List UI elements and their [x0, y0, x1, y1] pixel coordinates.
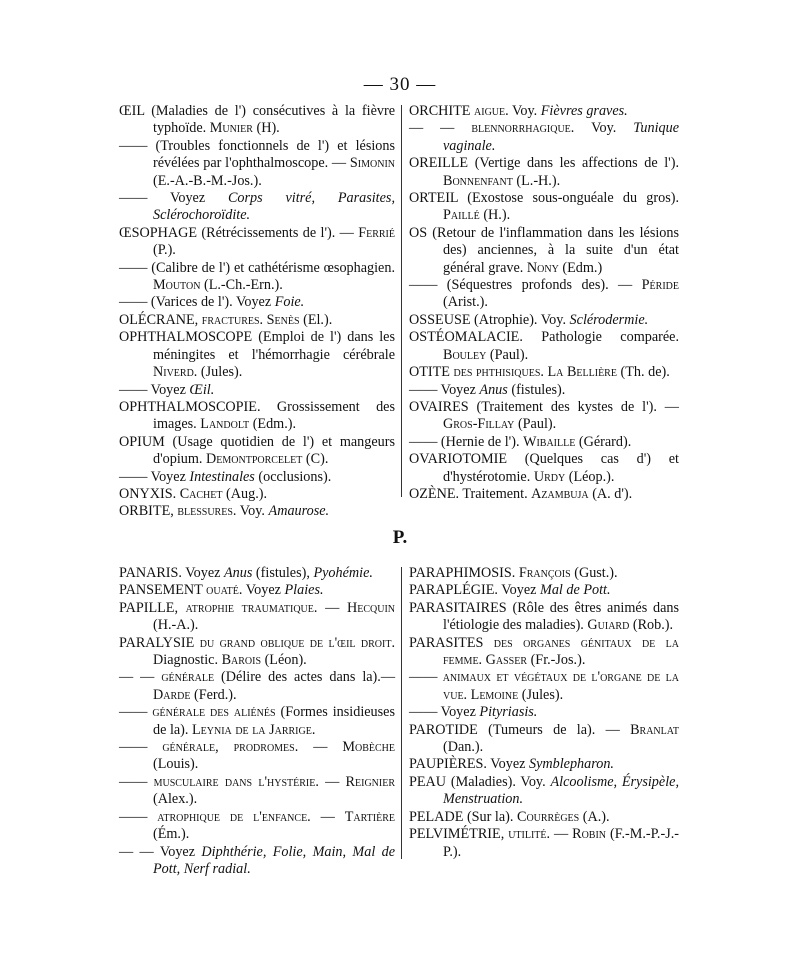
entry-text: (Dan.).: [443, 739, 484, 756]
entry-text: (E.-A.-B.-M.-Jos.).: [153, 172, 262, 189]
entry-text: (Arist.).: [443, 294, 488, 311]
index-entry: [409, 826, 679, 861]
index-entry: [409, 103, 679, 120]
entry-text: —: [317, 599, 347, 616]
index-entry: [409, 809, 679, 826]
entry-headword: ORTEIL: [409, 190, 459, 207]
entry-text: Voy.: [574, 120, 634, 137]
entry-text: (Ferd.).: [190, 686, 237, 703]
entry-reference: Tunique vaginale.: [443, 120, 680, 154]
entry-author: La Bellière: [543, 364, 617, 381]
index-entry: [119, 704, 395, 739]
entry-headword: OVARIOTOMIE: [409, 451, 508, 468]
entry-text: Voy.: [508, 103, 541, 119]
index-entry: [409, 451, 679, 486]
entry-text: (Ém.).: [153, 826, 190, 843]
entry-text: (L.-Ch.-Ern.).: [200, 277, 283, 294]
index-entry: [409, 774, 679, 809]
entry-subheading: animaux et végétaux de l'organe de la vue.: [442, 669, 680, 703]
entry-text: (Louis).: [153, 756, 199, 773]
index-entry: [119, 486, 395, 503]
index-entry: [119, 469, 395, 486]
index-entry: [409, 364, 679, 381]
entry-author: Landolt: [200, 416, 250, 433]
index-entry: [409, 722, 679, 757]
entry-subheading: des phthisiques.: [453, 364, 544, 381]
entry-reference: Pyohémie.: [313, 565, 373, 581]
entry-text: (El.).: [299, 311, 333, 328]
entry-text: (Rétrécissements de l'). —: [197, 224, 359, 241]
entry-headword: ——: [409, 704, 438, 721]
entry-reference: Diphthérie, Folie, Main, Mal de Pott, Nerf radial.: [153, 843, 395, 877]
entry-text: Voyez: [147, 190, 228, 207]
entry-author: Demontporcelet: [206, 451, 303, 468]
entry-author: Simonin: [349, 155, 395, 172]
index-entry: [409, 756, 679, 773]
index-entry: [119, 260, 395, 295]
entry-text: Voyez: [153, 843, 202, 860]
entry-text: (Traitement des kystes de l'). —: [468, 398, 679, 415]
entry-headword: PEAU: [409, 773, 447, 790]
entry-text: [454, 120, 471, 136]
entry-subheading: générale: [161, 669, 215, 686]
entry-author: Paillé: [443, 207, 480, 224]
entry-text: (Sur la).: [463, 808, 517, 825]
entry-text: Voyez: [486, 756, 529, 773]
entry-headword: PANARIS.: [119, 565, 182, 581]
index-entry: [409, 669, 679, 704]
index-entry: [119, 669, 395, 704]
entry-headword: ŒIL: [119, 103, 145, 119]
entry-text: [483, 635, 493, 651]
entry-text: Voyez: [181, 565, 224, 581]
entry-text: (Jules).: [518, 686, 564, 703]
entry-author: Bonnenfant: [443, 172, 513, 189]
entry-author: Cachet: [179, 485, 223, 502]
index-entry: [409, 635, 679, 670]
entry-text: (Délire des actes dans la).—: [214, 669, 396, 686]
entry-text: (A. d').: [588, 485, 633, 502]
entry-headword: ——: [409, 433, 438, 450]
entry-text: (Tumeurs de la). —: [477, 721, 631, 738]
entry-reference: Symblepharon.: [528, 756, 614, 773]
entry-author: Lemoine: [467, 686, 519, 703]
column-divider: [401, 105, 402, 497]
entry-text: (Emploi de l') dans les méningites et l'hémorrhagie cérébrale: [153, 329, 395, 363]
entry-headword: ——: [119, 190, 148, 207]
entry-author: Senès: [263, 311, 300, 328]
index-entry: [119, 809, 395, 844]
entry-headword: ŒSOPHAGE: [119, 224, 198, 241]
column-divider: [401, 567, 402, 859]
column-left: [119, 103, 395, 521]
index-entry: [119, 138, 395, 190]
entry-headword: ——: [119, 294, 148, 311]
index-entry: [119, 382, 395, 399]
entry-author: Ferrié: [358, 224, 395, 241]
entry-headword: PELADE: [409, 808, 464, 825]
entry-headword: PAROTIDE: [409, 721, 478, 738]
index-entry: [409, 434, 679, 451]
entry-subheading: générale des aliénés: [152, 704, 276, 721]
entry-subheading: blennorrhagique.: [471, 120, 575, 137]
entry-text: (Calibre de l') et cathétérisme œsophagien.: [147, 259, 395, 276]
entry-headword: ——: [119, 808, 148, 825]
entry-author: Robin: [572, 826, 607, 843]
page-number: — 30 —: [363, 74, 437, 95]
entry-reference: Pityriasis.: [479, 704, 538, 721]
entry-text: Voyez: [437, 381, 480, 398]
index-entry: [119, 503, 395, 520]
index-entry: [119, 329, 395, 381]
entry-text: (Troubles fonctionnels de l') et lésions révélées par l'ophthalmoscope. —: [147, 137, 395, 172]
entry-author: Barois: [221, 652, 262, 669]
entry-text: —: [310, 808, 345, 825]
entry-headword: PARASITAIRES: [409, 599, 507, 616]
entry-headword: ——: [409, 277, 438, 294]
entry-text: Voy.: [236, 503, 269, 520]
entry-reference: Mal de Pott.: [540, 582, 611, 599]
entry-headword: OSTÉOMALACIE.: [409, 329, 523, 346]
entry-author: Courrèges: [516, 808, 580, 825]
entry-text: Grossissement des images.: [153, 398, 395, 433]
entry-text: (Usage quotidien de l') et mangeurs d'opium.: [153, 433, 395, 468]
entry-subheading: atrophie traumatique.: [185, 599, 318, 616]
index-entry: [119, 434, 395, 469]
entry-headword: OPHTHALMOSCOPE: [119, 329, 253, 346]
entry-reference: Plaies.: [284, 582, 324, 599]
entry-text: (Gérard).: [575, 433, 632, 450]
entry-author: Niverd.: [153, 364, 198, 381]
entry-text: (Formes insidieuses de la).: [153, 704, 395, 738]
entry-reference: Anus: [224, 565, 253, 581]
entry-author: Branlat: [630, 721, 679, 738]
entry-text: (Léop.).: [565, 468, 615, 485]
entry-subheading: blessures.: [177, 503, 237, 520]
entry-headword: ——: [119, 773, 148, 790]
entry-headword: OZÈNE.: [409, 485, 460, 502]
entry-text: (Séquestres profonds des). —: [437, 277, 642, 294]
entry-reference: Corps vitré, Parasites, Sclérochoroïdite.: [153, 190, 395, 224]
entry-subheading: fractures.: [201, 311, 264, 328]
entry-headword: PELVIMÉTRIE,: [409, 826, 505, 843]
index-entry: [119, 190, 395, 225]
entry-author: Nony: [526, 259, 559, 276]
entry-headword: ORBITE,: [119, 503, 174, 520]
column-right: [409, 103, 679, 503]
entry-headword: ——: [119, 381, 148, 398]
entry-author: Darde: [153, 686, 191, 703]
entry-subheading: musculaire dans l'hystérie.: [153, 773, 319, 790]
entry-author: François: [518, 565, 571, 581]
entry-headword: ORCHITE: [409, 103, 471, 119]
index-entry: [409, 704, 679, 721]
column-left: [119, 565, 395, 878]
entry-author: Guiard: [587, 617, 630, 634]
index-entry: [409, 155, 679, 190]
entry-author: Gros-Fillay: [443, 416, 515, 433]
entry-text: (H.-A.).: [153, 617, 199, 634]
entry-headword: PAPILLE,: [119, 599, 178, 616]
entry-headword: ——: [119, 739, 148, 756]
entry-text: (L.-H.).: [512, 172, 561, 189]
entry-text: (fistules).: [507, 381, 566, 398]
entry-headword: ——: [119, 704, 148, 721]
entry-text: (Atrophie). Voy.: [470, 311, 570, 328]
index-entry: [119, 635, 395, 670]
entry-text: (Th. de).: [616, 364, 670, 381]
index-entry: [409, 486, 679, 503]
entry-text: Voyez: [147, 381, 190, 398]
entry-text: (Fr.-Jos.).: [527, 652, 586, 669]
entry-text: (Jules).: [197, 364, 243, 381]
entry-headword: PARAPLÉGIE.: [409, 582, 498, 599]
entry-text: (Hernie de l').: [437, 433, 524, 450]
entry-author: Péride: [641, 277, 679, 294]
entry-text: (Rôle des êtres animés dans l'étiologie des maladies).: [443, 599, 679, 634]
entry-subheading: ouaté.: [206, 582, 243, 599]
entry-text: Diagnostic.: [153, 652, 222, 669]
entry-author: Reignier: [345, 773, 396, 790]
entry-headword: OPIUM: [119, 433, 165, 450]
entry-text: (Quelques cas d') et d'hystérotomie.: [443, 451, 679, 485]
index-entry: [409, 582, 679, 599]
index-entry: [119, 103, 395, 138]
entry-text: [147, 809, 157, 825]
entry-subheading: aigue.: [474, 103, 509, 119]
entry-reference: Sclérodermie.: [569, 311, 649, 328]
entry-text: (A.).: [579, 808, 610, 825]
index-entry: [409, 329, 679, 364]
entry-author: Bouley: [443, 346, 487, 363]
entry-subheading: des organes génitaux de la femme.: [443, 634, 680, 669]
entry-headword: PANSEMENT: [119, 582, 203, 599]
index-entry: [119, 294, 395, 311]
entry-headword: PARASITES: [409, 634, 484, 651]
entry-text: (Rob.).: [629, 617, 674, 634]
entry-author: Munier: [209, 120, 253, 137]
entry-text: Voyez: [147, 468, 190, 485]
entry-headword: PARALYSIE: [119, 634, 195, 651]
entry-headword: PARAPHIMOSIS.: [409, 565, 516, 581]
entry-headword: OLÉCRANE,: [119, 311, 199, 328]
entry-headword: OREILLE: [409, 155, 469, 172]
entry-reference: Amaurose.: [268, 503, 330, 520]
entry-text: (Maladies). Voy.: [446, 773, 551, 790]
entry-reference: Œil.: [189, 381, 215, 398]
entry-author: Gasser: [482, 652, 528, 669]
index-entry: [119, 565, 395, 582]
entry-headword: — —: [119, 843, 154, 860]
entry-text: (F.-M.-P.-J.-P.).: [443, 826, 679, 860]
entry-text: —: [298, 739, 343, 756]
entry-text: —: [550, 826, 573, 843]
entry-text: (H).: [252, 120, 280, 137]
entry-subheading: générale, prodromes.: [162, 739, 299, 756]
entry-text: (Edm.): [558, 259, 603, 276]
column-right: [409, 565, 679, 861]
entry-text: (occlusions).: [254, 468, 332, 485]
entry-text: (Edm.).: [249, 416, 297, 433]
entry-text: [147, 739, 162, 755]
index-entry: [409, 225, 679, 277]
entry-text: (Vertige dans les affections de l').: [468, 155, 679, 172]
entry-reference: Fièvres graves.: [540, 103, 628, 119]
entry-subheading: utilité.: [508, 826, 551, 843]
entry-author: Tartière: [344, 808, 395, 825]
entry-headword: OPHTHALMOSCOPIE.: [119, 398, 261, 415]
entry-text: Voyez: [242, 582, 285, 599]
entry-headword: OS: [409, 224, 428, 241]
index-entry: [409, 382, 679, 399]
index-entry: [119, 844, 395, 879]
index-entry: [409, 565, 679, 582]
entry-author: Urdy: [533, 468, 566, 485]
entry-text: (fistules),: [252, 565, 314, 581]
entry-text: (Paul).: [514, 416, 557, 433]
index-entry: [409, 312, 679, 329]
entry-headword: OVAIRES: [409, 398, 469, 415]
entry-text: [178, 600, 186, 616]
entry-text: (H.).: [479, 207, 511, 224]
entry-author: Hecquin: [346, 599, 396, 616]
entry-headword: PAUPIÈRES.: [409, 756, 487, 773]
entry-text: Voyez: [437, 704, 480, 721]
entry-subheading: atrophique de l'enfance.: [157, 808, 311, 825]
index-entry: [409, 190, 679, 225]
entry-subheading: du grand oblique de l'œil droit.: [199, 634, 396, 651]
entry-headword: — —: [119, 669, 155, 686]
entry-author: Leynia de la Jarrige.: [192, 721, 316, 738]
entry-text: —: [318, 773, 346, 790]
entry-text: (Gust.).: [570, 565, 618, 581]
entry-headword: ——: [409, 381, 438, 398]
entry-headword: — —: [409, 120, 455, 137]
index-entry: [409, 600, 679, 635]
entry-text: (Retour de l'inflammation dans les lésions des) anciennes, à la suite d'un état général grave.: [427, 224, 679, 276]
entry-text: (Aug.).: [222, 485, 268, 502]
index-entry: [119, 774, 395, 809]
entry-reference: Anus: [479, 381, 508, 398]
entry-headword: ——: [119, 137, 148, 154]
entry-text: (C).: [302, 451, 329, 468]
index-entry: [119, 225, 395, 260]
entry-text: (Varices de l'). Voyez: [147, 294, 275, 311]
entry-text: (Maladies de l') consécutives à la fièvre typhoïde.: [144, 103, 395, 137]
index-entry: [119, 312, 395, 329]
index-entry: [409, 277, 679, 312]
entry-text: (Paul).: [486, 346, 529, 363]
entry-text: (Exostose sous-onguéale du gros).: [458, 190, 679, 207]
entry-text: Traitement.: [459, 485, 532, 502]
index-entry: [119, 600, 395, 635]
entry-reference: Intestinales: [189, 468, 255, 485]
entry-author: Mobèche: [342, 739, 395, 756]
entry-headword: ONYXIS.: [119, 485, 177, 502]
entry-author: Wibaille: [523, 433, 576, 450]
entry-headword: OSSEUSE: [409, 311, 471, 328]
index-entry: [409, 120, 679, 155]
entry-author: Mouton: [153, 277, 201, 294]
entry-text: (P.).: [153, 242, 176, 259]
entry-headword: ——: [119, 259, 148, 276]
index-entry: [409, 399, 679, 434]
entry-reference: Foie.: [274, 294, 305, 311]
entry-headword: ——: [119, 468, 148, 485]
entry-text: Pathologie comparée.: [522, 329, 679, 346]
entry-reference: Alcoolisme, Érysipèle, Menstruation.: [443, 773, 679, 808]
index-entry: [119, 582, 395, 599]
entry-text: (Léon).: [261, 652, 307, 669]
index-entry: [119, 739, 395, 774]
section-letter-heading: P.: [392, 527, 408, 548]
entry-author: Azambuja: [531, 485, 589, 502]
entry-headword: ——: [409, 669, 438, 686]
entry-text: Voyez: [497, 582, 540, 599]
index-entry: [119, 399, 395, 434]
entry-text: (Alex.).: [153, 791, 198, 808]
entry-headword: OTITE: [409, 364, 450, 381]
